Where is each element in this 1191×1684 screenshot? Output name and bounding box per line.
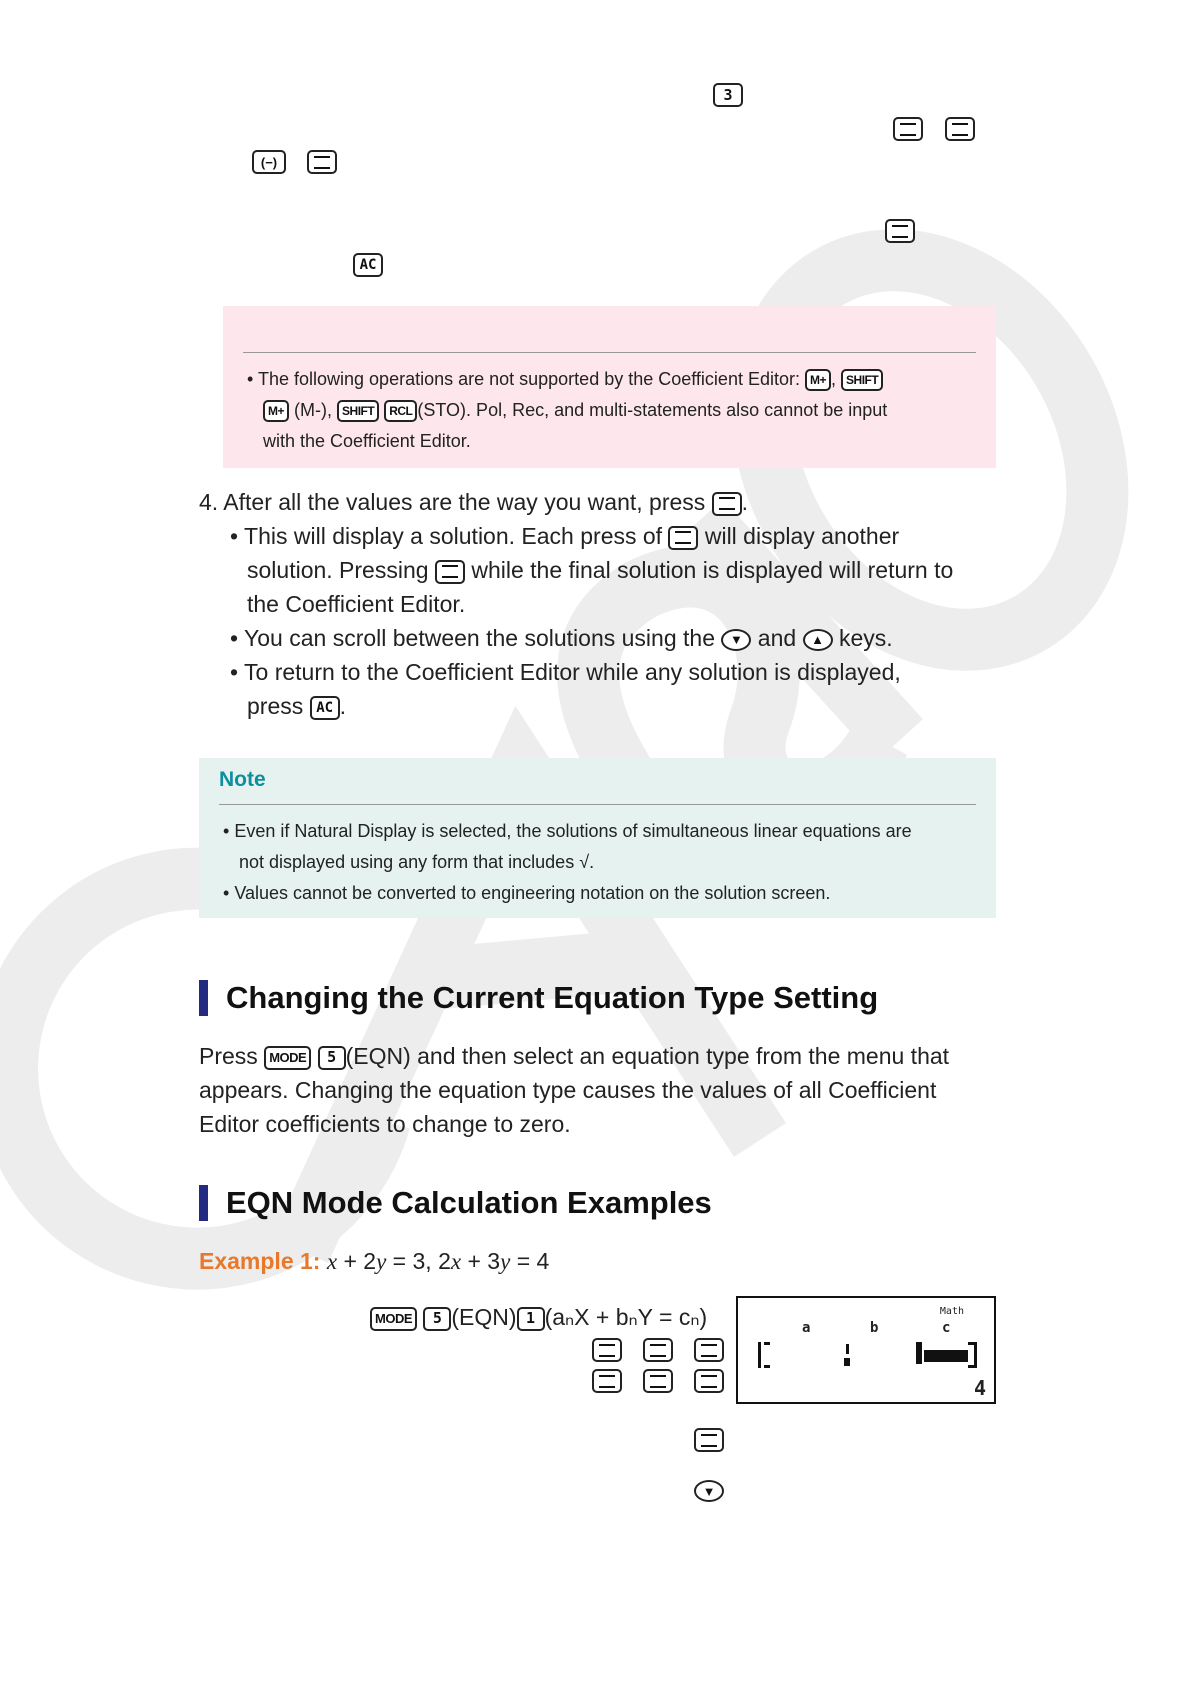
- bullet-text: will display another: [704, 523, 900, 549]
- math-text: + 2: [337, 1248, 377, 1274]
- mode-key: MODE: [264, 1046, 311, 1070]
- step-4-bullet-1: • This will display a solution. Each press of will display another: [230, 523, 900, 549]
- mode-key: MODE: [370, 1307, 417, 1331]
- example-1: [199, 1244, 549, 1279]
- warning-text: The following operations are not supported by the Coefficient Editor:: [257, 369, 800, 389]
- math-var: x: [326, 1249, 338, 1274]
- shift-key: SHIFT: [841, 369, 883, 391]
- sto-text: (STO). Pol, Rec, and multi-statements also cannot be input: [417, 400, 888, 420]
- equals-key: [307, 150, 337, 174]
- math-var: y: [500, 1249, 511, 1274]
- section1-para-line1: [199, 1039, 999, 1073]
- lcd-col-a: a: [802, 1320, 811, 1336]
- step-4-bullet-2: • You can scroll between the solutions using the ▼ and ▲ keys.: [230, 625, 893, 651]
- down-arrow-key: ▼: [721, 629, 751, 651]
- bullet-text: and: [757, 625, 797, 651]
- mminus-text: (M-),: [294, 400, 333, 420]
- note-bullet-1-cont: not displayed using any form that includes √.: [239, 852, 595, 872]
- warning-box: [223, 306, 996, 468]
- calculator-display: [736, 1296, 996, 1404]
- period: .: [741, 489, 749, 515]
- step-4-bullet-3: • To return to the Coefficient Editor while any solution is displayed,: [230, 659, 901, 685]
- math-var: x: [450, 1249, 462, 1274]
- bullet-text: This will display a solution. Each press of: [244, 523, 663, 549]
- lcd-matrix-graphic: [756, 1336, 986, 1376]
- equals-key: [712, 492, 742, 516]
- bullet-text: To return to the Coefficient Editor while any solution is displayed,: [244, 659, 901, 685]
- equals-key: [694, 1369, 724, 1393]
- warning-bullet: • The following operations are not supported by the Coefficient Editor: M+ , SHIFT: [247, 364, 987, 395]
- equals-key: [592, 1369, 622, 1393]
- divider: [243, 352, 976, 353]
- step-4-bullet-1-cont: [247, 553, 1017, 587]
- comma: ,: [831, 369, 837, 389]
- ac-key: AC: [310, 696, 340, 720]
- equals-key: [694, 1338, 724, 1362]
- equals-key: [893, 117, 923, 141]
- equals-key: [694, 1428, 724, 1452]
- note-text: Values cannot be converted to engineering notation on the solution screen.: [234, 883, 831, 903]
- down-arrow-key: ▼: [694, 1480, 724, 1502]
- para-text: (EQN) and then select an equation type from the menu that: [345, 1043, 950, 1069]
- bullet-text: press: [247, 693, 304, 719]
- section-heading: EQN Mode Calculation Examples: [199, 1185, 712, 1221]
- step-4-text: 4. After all the values are the way you want, press: [199, 489, 706, 515]
- equals-key: [668, 526, 698, 550]
- key-5: 5: [318, 1046, 346, 1070]
- bullet-text: solution. Pressing: [247, 557, 429, 583]
- math-text: = 3, 2: [386, 1248, 451, 1274]
- equals-key: [643, 1369, 673, 1393]
- equals-key: [435, 560, 465, 584]
- lcd-col-b: b: [870, 1320, 879, 1336]
- section-heading: Changing the Current Equation Type Setting: [199, 980, 878, 1016]
- note-text: Even if Natural Display is selected, the solutions of simultaneous linear equations are: [234, 821, 912, 841]
- equals-key: [945, 117, 975, 141]
- note-bullet-2: • Values cannot be converted to engineering notation on the solution screen.: [223, 883, 831, 903]
- math-text: = 4: [510, 1248, 550, 1274]
- key-5: 5: [423, 1307, 451, 1331]
- para-text: Press: [199, 1043, 258, 1069]
- divider: [219, 804, 976, 805]
- key-1: 1: [517, 1307, 545, 1331]
- bullet-text: while the final solution is displayed will return to: [471, 557, 954, 583]
- lcd-value: 4: [973, 1376, 986, 1400]
- mplus-key: M+: [805, 369, 831, 391]
- key-note: (aₙX + bₙY = cₙ): [544, 1304, 708, 1330]
- ac-key: AC: [353, 253, 383, 277]
- math-indicator: Math: [939, 1306, 964, 1317]
- lcd-col-c: c: [942, 1320, 951, 1336]
- step-4-bullet-1-end: the Coefficient Editor.: [247, 591, 466, 617]
- rcl-key: RCL: [384, 400, 417, 422]
- bullet-text: You can scroll between the solutions using the: [244, 625, 715, 651]
- key-note: (EQN): [451, 1304, 517, 1330]
- equals-key: [885, 219, 915, 243]
- note-label: Note: [219, 768, 266, 791]
- note-box: [199, 758, 996, 918]
- warning-line3: with the Coefficient Editor.: [263, 431, 471, 451]
- step-4: [199, 485, 748, 519]
- section1-para-line3: Editor coefficients to change to zero.: [199, 1111, 571, 1137]
- warning-line2: [263, 395, 1003, 426]
- equals-key: [592, 1338, 622, 1362]
- step-4-bullet-3-end: press AC .: [247, 693, 347, 719]
- equals-key: [643, 1338, 673, 1362]
- negative-key: (−): [252, 150, 286, 174]
- shift-key: SHIFT: [337, 400, 379, 422]
- note-bullet-1: • Even if Natural Display is selected, the solutions of simultaneous linear equations are: [223, 821, 912, 841]
- key-3: 3: [713, 83, 743, 107]
- example-label: Example 1:: [199, 1248, 321, 1274]
- math-var: y: [376, 1249, 387, 1274]
- up-arrow-key: ▲: [803, 629, 833, 651]
- math-text: + 3: [461, 1248, 501, 1274]
- bullet-text: keys.: [838, 625, 893, 651]
- section1-para-line2: appears. Changing the equation type causes the values of all Coefficient: [199, 1077, 937, 1103]
- example-key-sequence: [370, 1300, 707, 1334]
- mplus-key: M+: [263, 400, 289, 422]
